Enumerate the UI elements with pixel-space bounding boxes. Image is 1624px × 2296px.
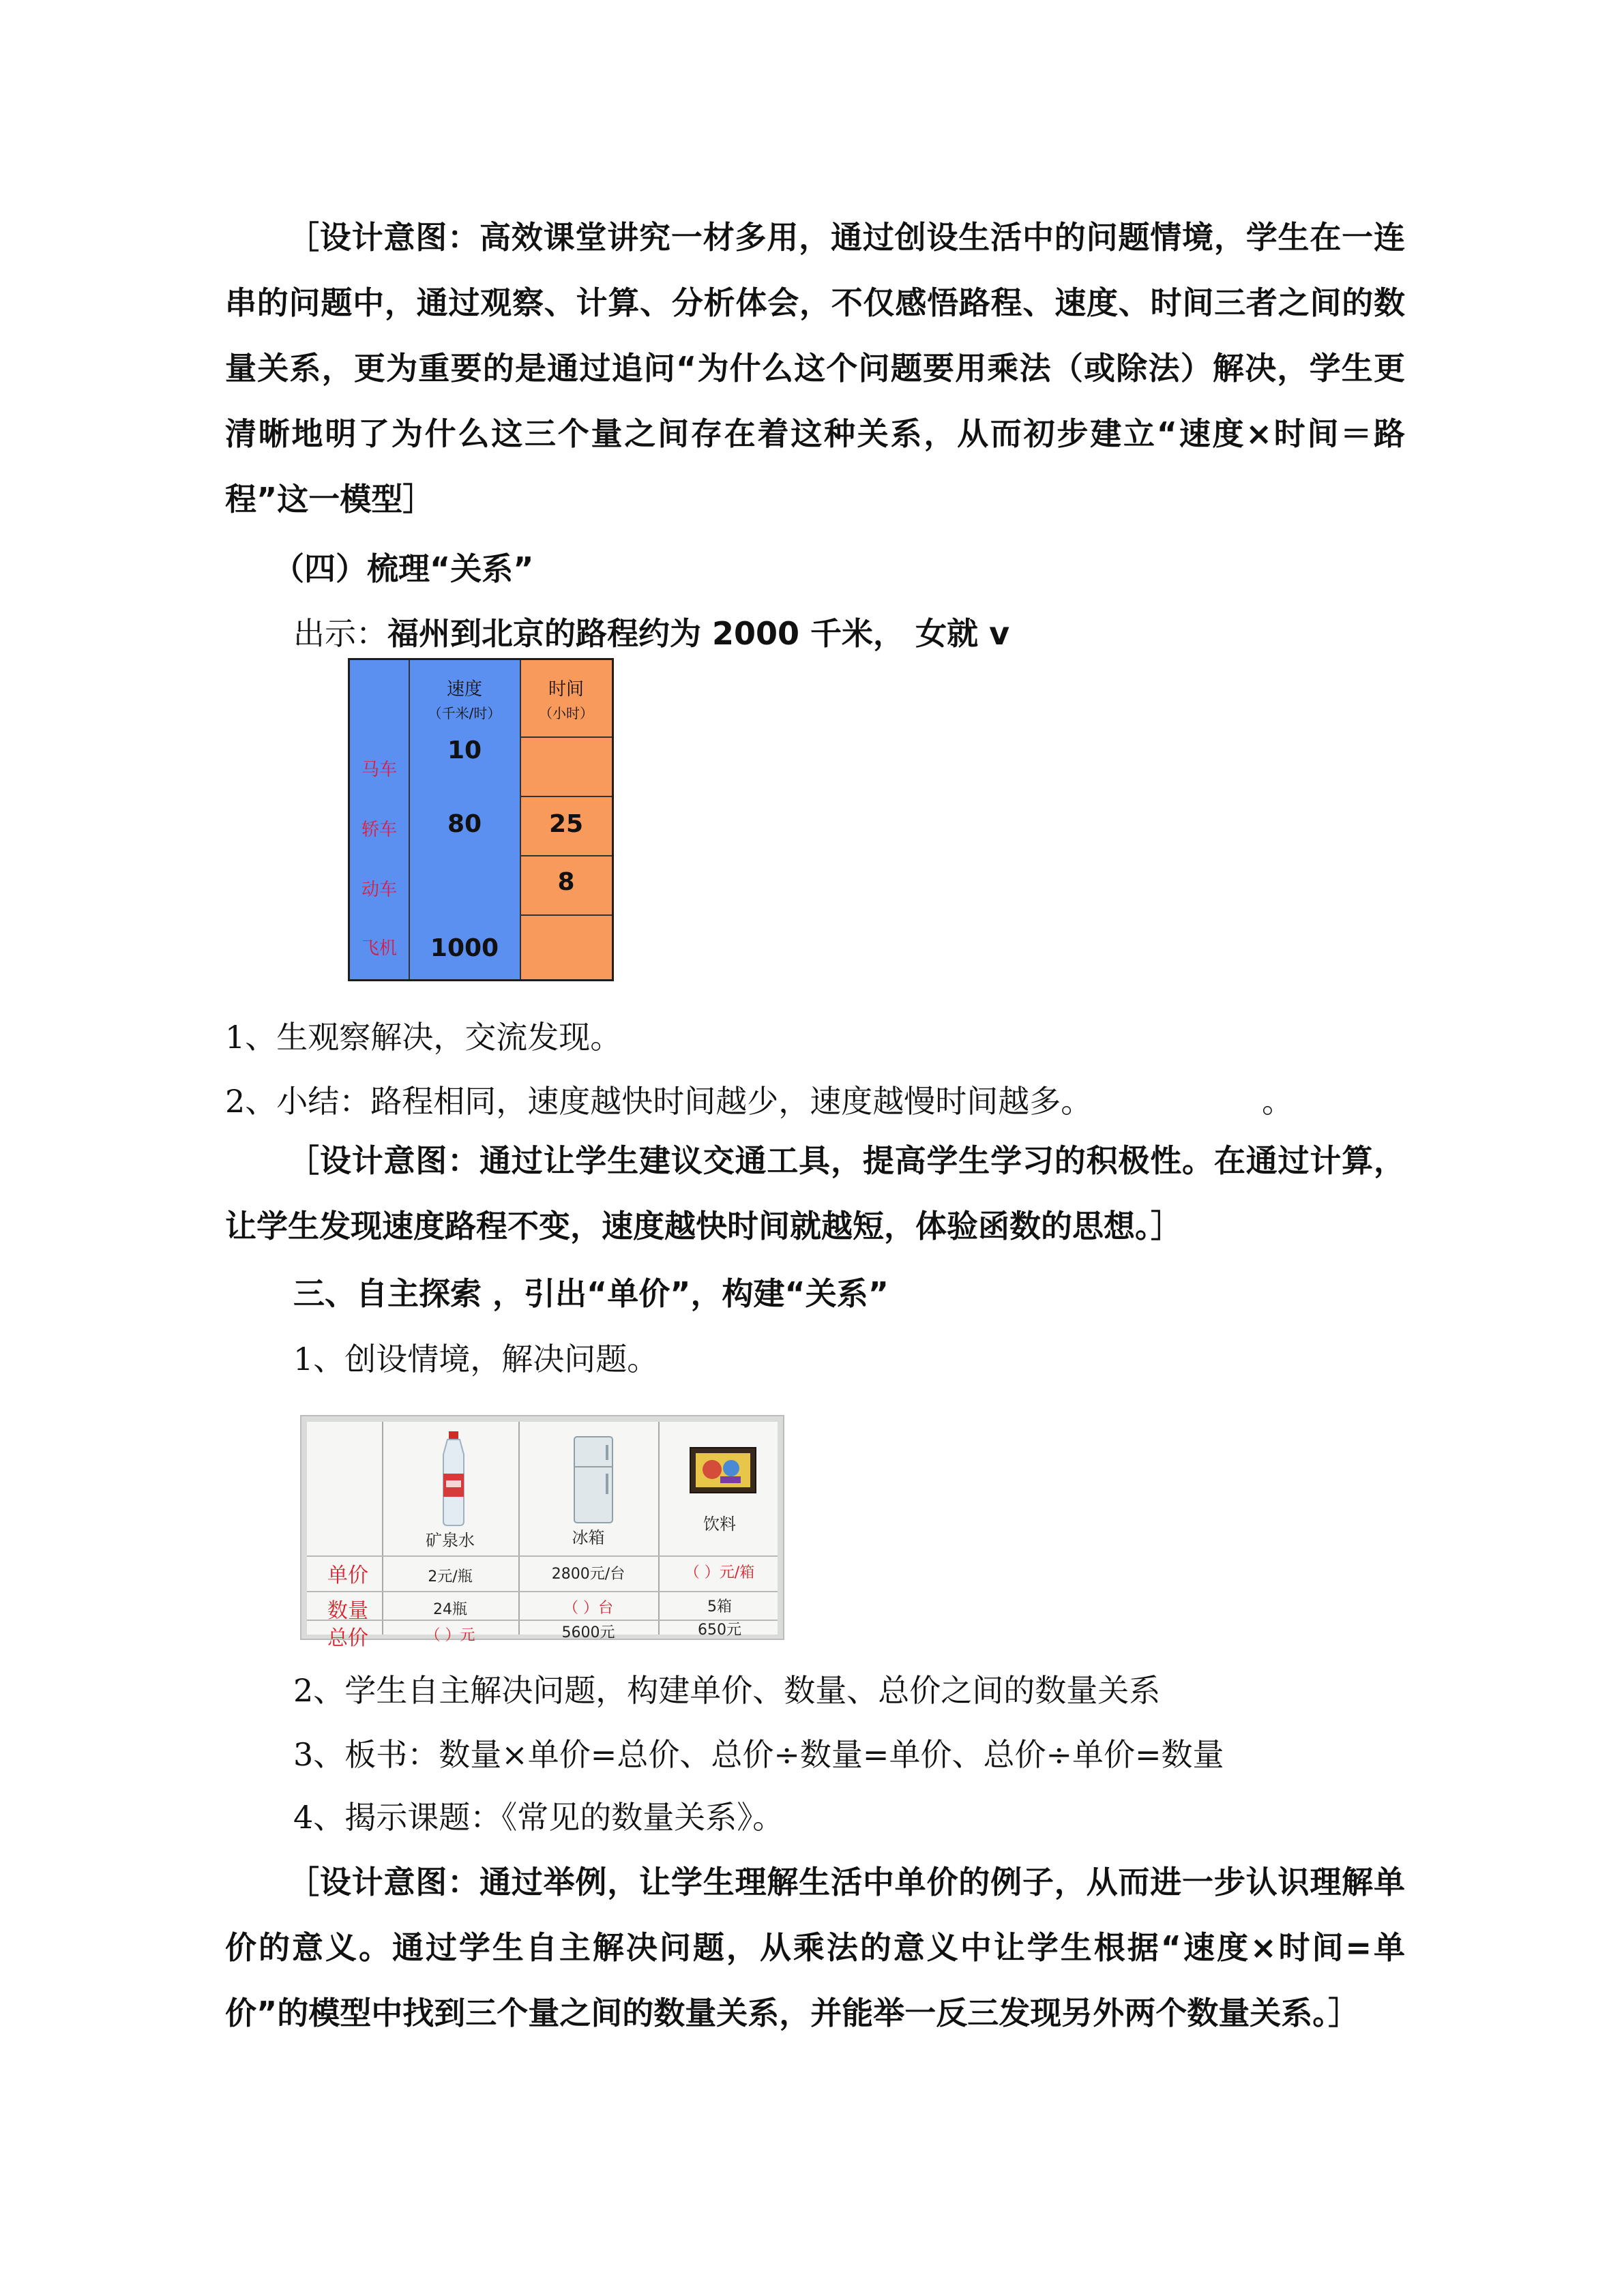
table-divider [520, 914, 612, 916]
total-cell: 5600元 [561, 1624, 615, 1641]
item-2-tail: 。 [1262, 1083, 1293, 1120]
item-2: 2、小结：路程相同，速度越快时间越少，速度越慢时间越多。 [225, 1083, 1093, 1120]
table-divider [520, 855, 612, 856]
header-speed-unit: （千米/时） [428, 705, 501, 721]
quantity-cell: （ ）台 [563, 1600, 613, 1617]
step-4: 4、揭示课题：《常见的数量关系》。 [293, 1799, 784, 1836]
drink-box-icon [689, 1446, 757, 1494]
section-3-title: 三、自主探索 ，引出“单价”，构建“关系” [293, 1275, 889, 1312]
design-intent-3-text: ［设计意图：通过举例，让学生理解生活中单价的例子，从而进一步认识理解单价的意义。通过学生自主解决问题，从乘法的意义中让学生根据“速度×时间=单价”的模型中找到三个量之间的数量关系，并能举一反三发现另外两个数量关系。］ [225, 1864, 1405, 2031]
row-label: 飞机 [361, 938, 397, 959]
product-header: 冰箱 [572, 1528, 605, 1547]
row-label: 单价 [327, 1564, 368, 1587]
table-divider [307, 1591, 778, 1592]
show-prefix: 出示： [293, 615, 387, 652]
water-bottle-icon [437, 1431, 471, 1527]
price-cell: 2800元/台 [551, 1566, 625, 1583]
design-intent-1 [225, 205, 1405, 532]
item-1: 1、生观察解决，交流发现。 [225, 1019, 622, 1056]
row-label: 总价 [327, 1626, 368, 1650]
total-cell: （ ）元 [425, 1627, 475, 1644]
show-text: 福州到北京的路程约为 2000 千米， 女就 v [387, 615, 1010, 652]
row-label: 动车 [361, 880, 397, 900]
design-intent-2-text: ［设计意图：通过让学生建议交通工具，提高学生学习的积极性。在通过计算，让学生发现速度路程不变，速度越快时间就越短，体验函数的思想。］ [225, 1142, 1405, 1244]
show-line [293, 600, 1009, 667]
speed-time-table [348, 658, 614, 981]
price-cell: 2元/瓶 [428, 1568, 473, 1585]
total-cell: 650元 [698, 1622, 741, 1639]
price-cell: （ ）元/箱 [684, 1564, 755, 1581]
row-label: 轿车 [361, 820, 397, 840]
price-table [307, 1422, 778, 1650]
design-intent-3 [225, 1849, 1405, 2046]
header-time-unit: （小时） [539, 705, 593, 721]
time-value: 25 [548, 810, 584, 838]
table-divider [520, 796, 612, 797]
step-3: 3、板书：数量×单价=总价、总价÷数量=单价、总价÷单价=数量 [293, 1736, 1224, 1773]
section-4-title: （四）梳理“关系” [273, 550, 534, 587]
speed-value: 1000 [430, 934, 499, 962]
table-divider [520, 736, 612, 738]
header-time: 时间 [548, 679, 584, 700]
row-label: 数量 [327, 1599, 368, 1623]
product-header: 矿泉水 [426, 1531, 475, 1550]
quantity-cell: 5箱 [707, 1598, 732, 1615]
step-2: 2、学生自主解决问题，构建单价、数量、总价之间的数量关系 [293, 1672, 1161, 1709]
header-speed: 速度 [446, 679, 482, 700]
speed-value: 80 [447, 810, 482, 838]
step-1: 1、创设情境，解决问题。 [293, 1341, 659, 1377]
design-intent-1-text: ［设计意图：高效课堂讲究一材多用，通过创设生活中的问题情境，学生在一连串的问题中，通过观察、计算、分析体会，不仅感悟路程、速度、时间三者之间的数量关系，更为重要的是通过追问“为什么这个问题要用乘法（或除法）解决，学生更清晰地明了为什么这三个量之间存在着这种关系，从而初步建立“速度×时间＝路程”这一模型］ [225, 219, 1405, 518]
speed-value: 10 [447, 736, 482, 764]
design-intent-2 [225, 1128, 1405, 1259]
quantity-cell: 24瓶 [433, 1601, 467, 1618]
price-table-photo [300, 1415, 784, 1650]
row-label: 马车 [361, 760, 397, 780]
time-value: 8 [557, 868, 575, 896]
fridge-icon [573, 1435, 614, 1524]
table-divider [307, 1555, 778, 1557]
product-header: 饮料 [703, 1515, 736, 1534]
